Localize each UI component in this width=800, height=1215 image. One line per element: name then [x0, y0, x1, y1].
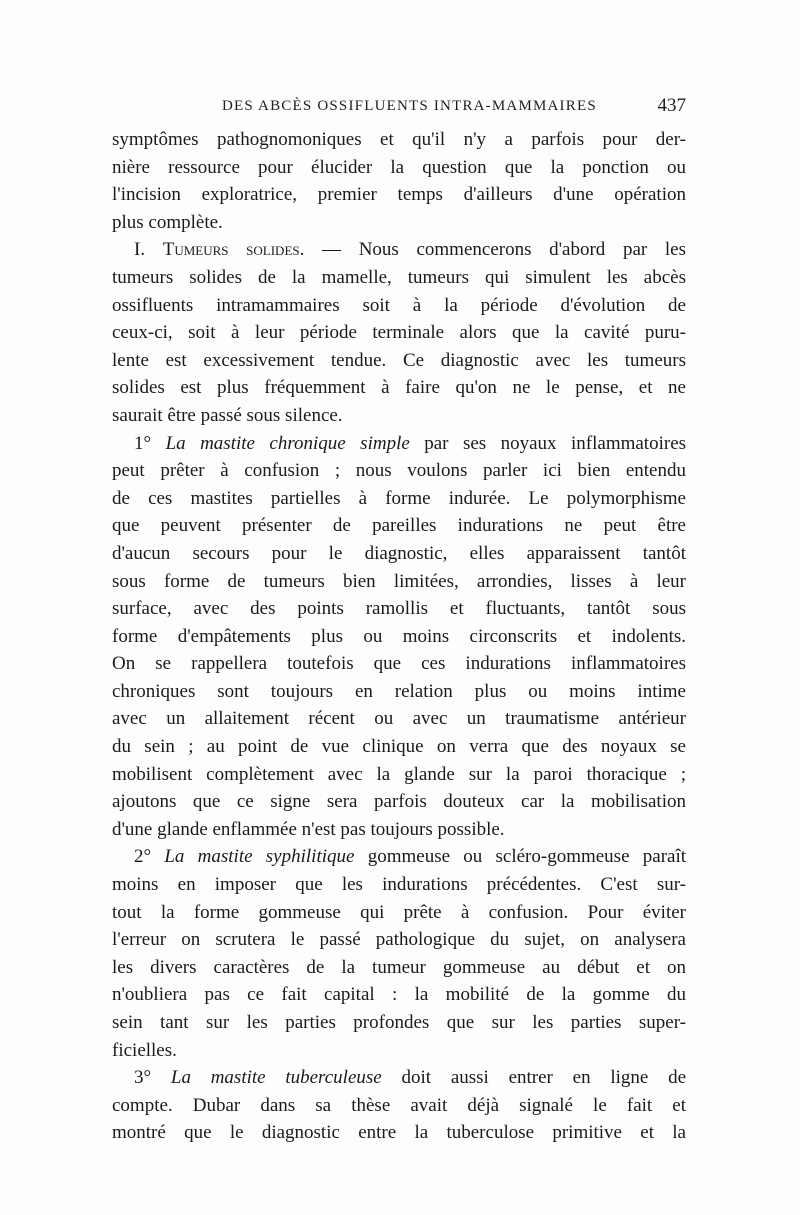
text-fragment: gommeuse ou scléro-gommeuse paraît — [367, 846, 687, 868]
text-line: saurait être passé sous silence. — [112, 404, 343, 426]
italic-term: La mastite chronique simple — [165, 432, 410, 454]
text-line: que peuvent présenter de pareilles indurations ne peut être — [112, 515, 686, 537]
text-line: surface, avec des points ramollis et fluctuants, tantôt sous — [112, 598, 686, 620]
text-line: moins en imposer que les indurations précédentes. C'est sur- — [112, 874, 686, 896]
text-line: nière ressource pour élucider la question que la ponction ou — [112, 156, 686, 178]
section-numeral: I. — [134, 239, 146, 261]
body-text — [112, 126, 686, 1147]
text-line: mobilisent complètement avec la glande sur la paroi thoracique ; — [112, 763, 686, 785]
item-number: 2° — [134, 846, 152, 868]
text-line: chroniques sont toujours en relation plus ou moins intime — [112, 680, 686, 702]
item-number: 3° — [134, 1067, 152, 1089]
text-line: montré que le diagnostic entre la tuberculose primitive et la — [112, 1122, 686, 1144]
text-line: d'aucun secours pour le diagnostic, elles apparaissent tantôt — [112, 542, 686, 564]
text-line: du sein ; au point de vue clinique on verra que des noyaux se — [112, 736, 686, 758]
running-head — [112, 95, 686, 122]
item-heading-line — [112, 843, 686, 871]
text-line: ajoutons que ce signe sera parfois douteux car la mobilisation — [112, 791, 686, 813]
text-line: les divers caractères de la tumeur gommeuse au début et on — [112, 956, 686, 978]
italic-term: La mastite tuberculeuse — [170, 1067, 382, 1089]
text-fragment: par ses noyaux inflammatoires — [424, 432, 687, 454]
text-line: solides est plus fréquemment à faire qu'on ne le pense, et ne — [112, 377, 686, 399]
text-line: ossifluents intramammaires soit à la période d'évolution de — [112, 294, 686, 316]
text-line: compte. Dubar dans sa thèse avait déjà signalé le fait et — [112, 1094, 686, 1116]
text-line: ficielles. — [112, 1039, 177, 1061]
item-number: 1° — [134, 432, 152, 454]
text-line: n'oubliera pas ce fait capital : la mobilité de la gomme du — [112, 984, 686, 1006]
running-title: DES ABCÈS OSSIFLUENTS INTRA-MAMMAIRES — [222, 98, 597, 114]
text-line: avec un allaitement récent ou avec un traumatisme antérieur — [112, 708, 686, 730]
page-number: 437 — [657, 95, 686, 116]
text-line: tumeurs solides de la mamelle, tumeurs qui simulent les abcès — [112, 266, 686, 288]
text-line: lente est excessivement tendue. Ce diagnostic avec les tumeurs — [112, 349, 686, 371]
text-line: forme d'empâtements plus ou moins circonscrits et indolents. — [112, 625, 686, 647]
text-line: symptômes pathognomoniques et qu'il n'y a parfois pour der- — [112, 129, 686, 150]
text-line: l'incision exploratrice, premier temps d'ailleurs d'une opération — [112, 184, 686, 206]
text-line: On se rappellera toutefois que ces indurations inflammatoires — [112, 653, 686, 675]
section-heading-line — [112, 236, 686, 264]
text-line: sous forme de tumeurs bien limitées, arrondies, lisses à leur — [112, 570, 686, 592]
text-fragment: doit aussi entrer en ligne de — [401, 1067, 687, 1089]
text-line: de ces mastites partielles à forme indurée. Le polymorphisme — [112, 487, 686, 509]
text-line: ceux-ci, soit à leur période terminale alors que la cavité puru- — [112, 322, 686, 344]
text-line: l'erreur on scrutera le passé pathologique du sujet, on analysera — [112, 929, 686, 951]
italic-term: La mastite syphilitique — [164, 846, 355, 868]
item-heading-line — [112, 430, 686, 458]
item-heading-line — [112, 1064, 686, 1092]
section-heading: Tumeurs solides. — [162, 239, 305, 261]
text-line: peut prêter à confusion ; nous voulons parler ici bien entendu — [112, 460, 686, 482]
text-line: tout la forme gommeuse qui prête à confusion. Pour éviter — [112, 901, 686, 923]
text-fragment: — Nous commencerons d'abord par les — [322, 239, 686, 261]
text-line: d'une glande enflammée n'est pas toujours possible. — [112, 818, 505, 840]
text-line: sein tant sur les parties profondes que sur les parties super- — [112, 1012, 686, 1033]
text-line: plus complète. — [112, 211, 223, 233]
